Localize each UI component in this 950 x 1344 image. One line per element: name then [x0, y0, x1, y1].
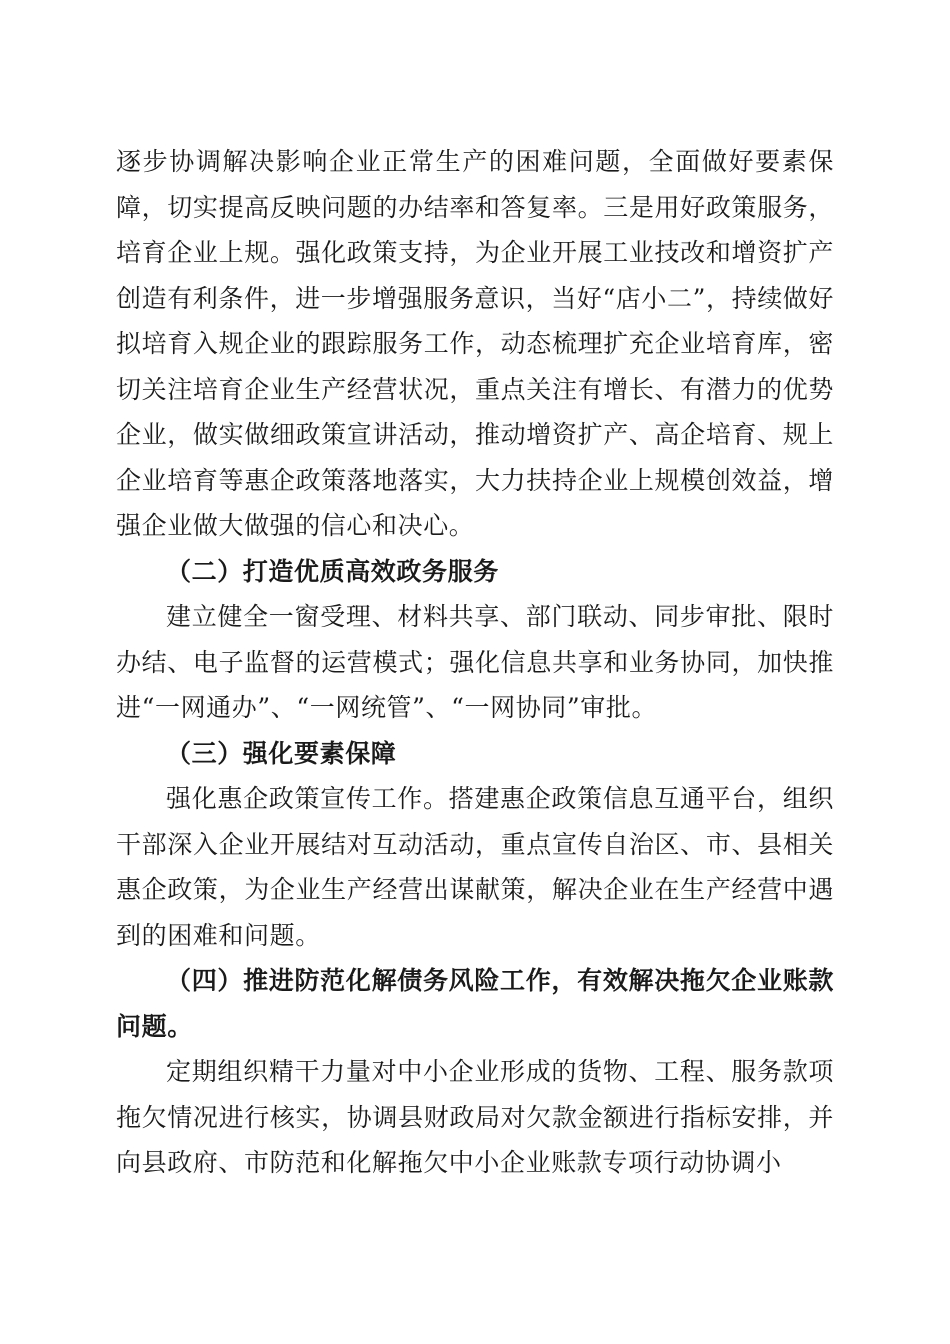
section-body-4: 定期组织精干力量对中小企业形成的货物、工程、服务款项拖欠情况进行核实，协调县财政局对欠款金额进行指标安排，并向县政府、市防范和化解拖欠中小企业账款专项行动协调小: [116, 1057, 834, 1177]
section-heading-4: （四）推进防范化解债务风险工作，有效解决拖欠企业账款问题。: [116, 966, 834, 1041]
section-heading-2: （二）打造优质高效政务服务: [166, 556, 499, 586]
section-body-2: 建立健全一窗受理、材料共享、部门联动、同步审批、限时办结、电子监督的运营模式；强化信息共享和业务协同，加快推进“一网通办”、“一网统管”、“一网协同”审批。: [116, 602, 834, 722]
section-body-3: 强化惠企政策宣传工作。搭建惠企政策信息互通平台，组织干部深入企业开展结对互动活动，重点宣传自治区、市、县相关惠企政策，为企业生产经营出谋献策，解决企业在生产经营中遇到的困难和问题。: [116, 784, 834, 950]
paragraph-continued: 逐步协调解决影响企业正常生产的困难问题，全面做好要素保障，切实提高反映问题的办结率和答复率。三是用好政策服务，培育企业上规。强化政策支持，为企业开展工业技改和增资扩产创造有利条件，进一步增强服务意识，当好“店小二”，持续做好拟培育入规企业的跟踪服务工作，动态梳理扩充企业培育库，密切关注培育企业生产经营状况，重点关注有增长、有潜力的优势企业，做实做细政策宣讲活动，推动增资扩产、高企培育、规上企业培育等惠企政策落地落实，大力扶持企业上规模创效益，增强企业做大做强的信心和决心。: [116, 147, 834, 540]
document-body: [116, 139, 834, 1186]
section-heading-3: （三）强化要素保障: [166, 738, 397, 768]
